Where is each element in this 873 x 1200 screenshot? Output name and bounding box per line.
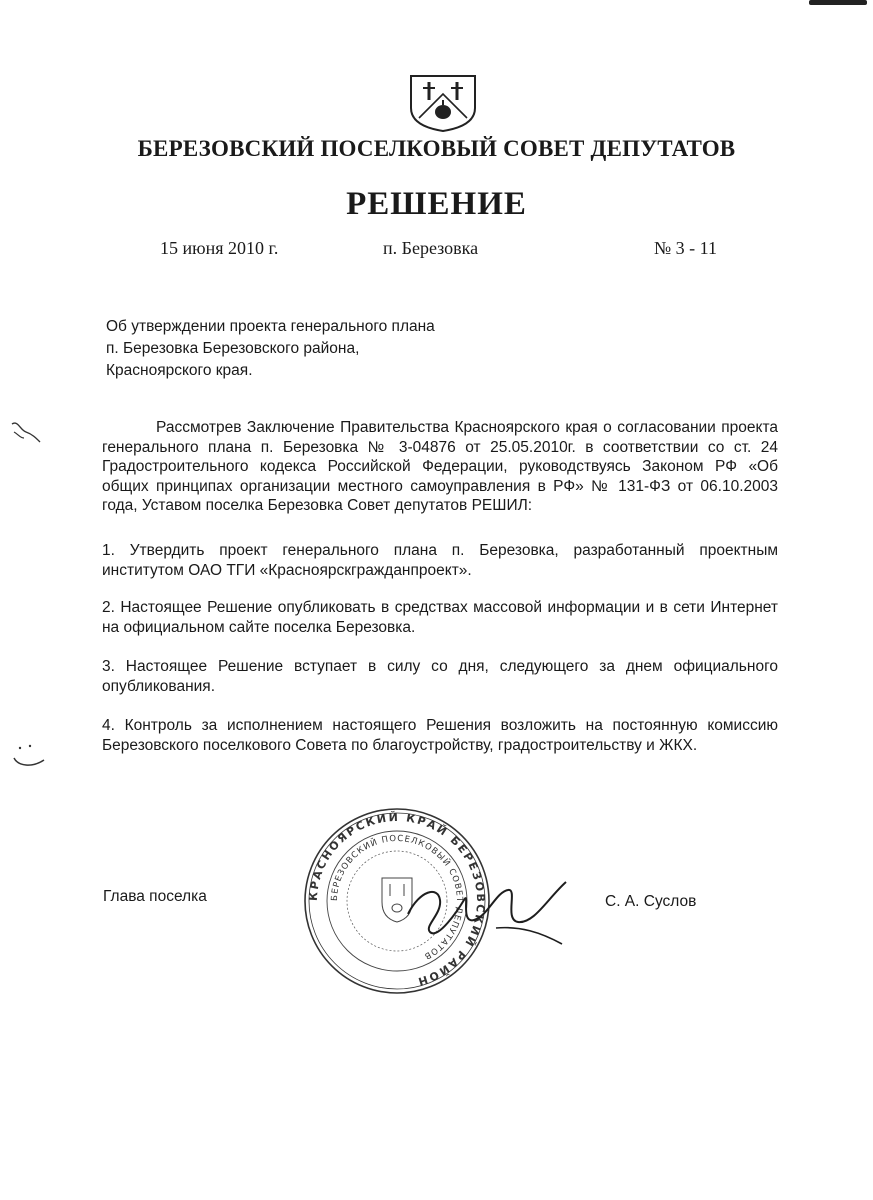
decision-subject bbox=[106, 316, 526, 382]
signatory-name: С. А. Суслов bbox=[605, 893, 697, 910]
decision-number: № 3 - 11 bbox=[654, 238, 717, 258]
preamble-paragraph: Рассмотрев Заключение Правительства Красноярского края о согласовании проекта генерального плана п. Березовка № 3-04876 от 25.05.2010г. в соответствии со ст. 24 Градостроительного кодекса Российской Федерации, руководствуясь Законом РФ «Об общих принципах организации местного самоуправления в РФ» № 131-ФЗ от 06.10.2003 года, Уставом поселка Березовка Совет депутатов РЕШИЛ: bbox=[102, 419, 778, 514]
seal-inner-text: БЕРЕЗОВСКИЙ ПОСЕЛКОВЫЙ СОВЕТ ДЕПУТАТОВ bbox=[329, 833, 465, 962]
subject-line: Об утверждении проекта генерального плана bbox=[106, 318, 435, 335]
margin-mark bbox=[8, 416, 42, 446]
document-title: РЕШЕНИЕ bbox=[346, 186, 527, 222]
council-name: БЕРЕЗОВСКИЙ ПОСЕЛКОВЫЙ СОВЕТ ДЕПУТАТОВ bbox=[137, 136, 736, 161]
coat-of-arms-icon bbox=[405, 74, 481, 132]
decision-date: 15 июня 2010 г. bbox=[160, 238, 279, 258]
subject-line: Красноярского края. bbox=[106, 362, 253, 379]
margin-mark bbox=[10, 742, 48, 770]
subject-line: п. Березовка Березовского района, bbox=[106, 340, 360, 357]
scan-artifact bbox=[809, 0, 867, 5]
seal-outer-text: КРАСНОЯРСКИЙ КРАЙ БЕРЕЗОВСКИЙ РАЙОН bbox=[306, 810, 488, 989]
decision-item-2: 2. Настоящее Решение опубликовать в средствах массовой информации и в сети Интернет на официальном сайте поселка Березовка. bbox=[102, 599, 778, 636]
decision-item-1: 1. Утвердить проект генерального плана п. Березовка, разработанный проектным институтом ОАО ТГИ «Красноярскгражданпроект». bbox=[102, 542, 778, 579]
signatory-role: Глава поселка bbox=[103, 888, 207, 905]
decision-item-3: 3. Настоящее Решение вступает в силу со дня, следующего за днем официального опубликования. bbox=[102, 658, 778, 695]
decision-item-4: 4. Контроль за исполнением настоящего Решения возложить на постоянную комиссию Березовского поселкового Совета по благоустройству, градостроительству и ЖКХ. bbox=[102, 717, 778, 754]
decision-place: п. Березовка bbox=[383, 238, 479, 258]
handwritten-signature bbox=[400, 870, 570, 950]
